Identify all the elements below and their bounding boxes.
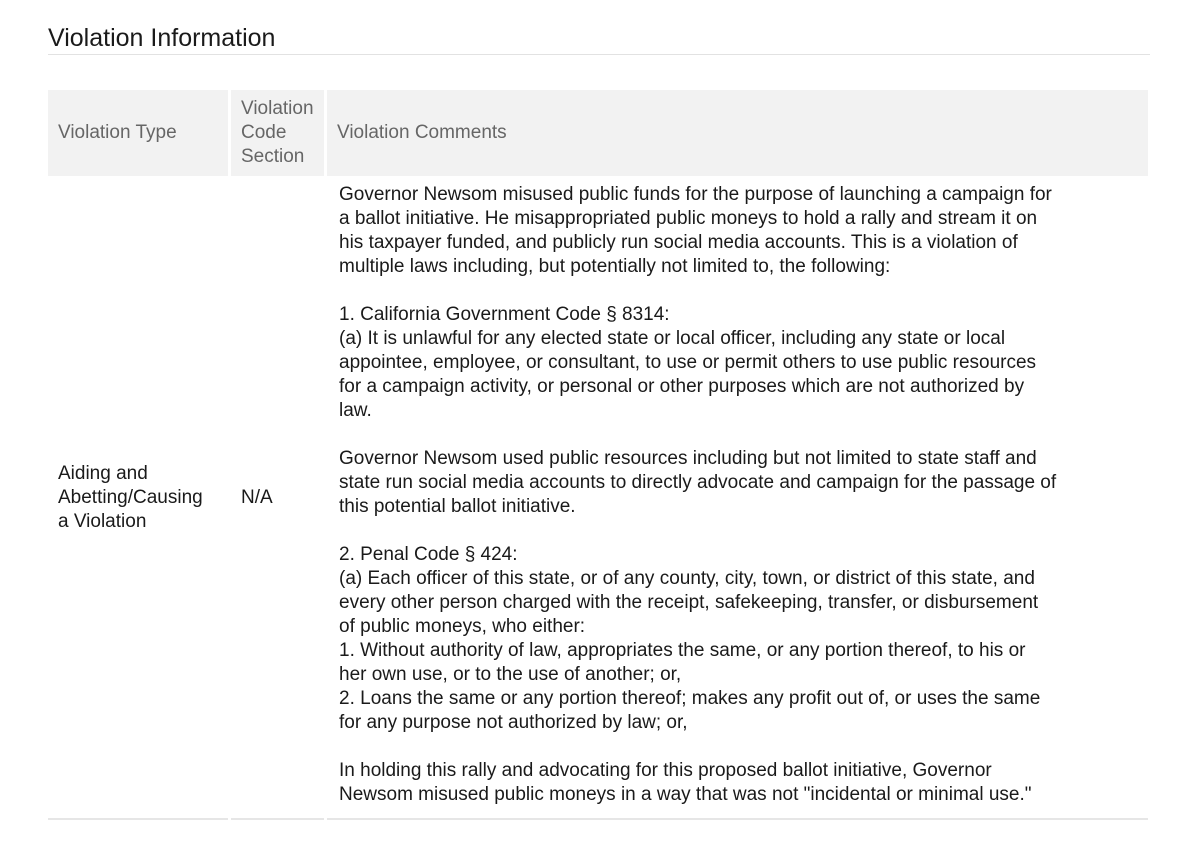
comment-line: this potential ballot initiative. — [339, 496, 576, 517]
bottom-rule-code — [231, 818, 324, 820]
bottom-rule-type — [48, 818, 228, 820]
comment-line: Governor Newsom misused public funds for the purpose of launching a campaign for — [339, 184, 1052, 205]
comment-line: her own use, or to the use of another; or, — [339, 664, 682, 685]
comment-line: every other person charged with the receipt, safekeeping, transfer, or disbursement — [339, 592, 1039, 613]
comment-line: law. — [339, 400, 372, 421]
comment-line: his taxpayer funded, and publicly run social media accounts. This is a violation of — [339, 232, 1018, 253]
bottom-rule-comments — [327, 818, 1148, 820]
section-title: Violation Information — [48, 24, 276, 52]
comment-line: 2. Loans the same or any portion thereof; makes any profit out of, or uses the same — [339, 688, 1041, 709]
comment-paragraph — [339, 183, 1128, 279]
comment-line: for any purpose not authorized by law; or, — [339, 712, 688, 733]
header-violation-type: Violation Type — [48, 90, 228, 176]
comment-paragraph — [339, 543, 1128, 735]
comment-line: (a) It is unlawful for any elected state or local officer, including any state or local — [339, 328, 1006, 349]
comment-paragraph — [339, 447, 1128, 519]
comment-line: 1. Without authority of law, appropriates the same, or any portion thereof, to his or — [339, 640, 1026, 661]
comment-line: for a campaign activity, or personal or other purposes which are not authorized by — [339, 376, 1025, 397]
header-violation-code-section: Violation Code Section — [231, 90, 324, 176]
comment-line: appointee, employee, or consultant, to use or permit others to use public resources — [339, 352, 1037, 373]
comment-line: 1. California Government Code § 8314: — [339, 304, 670, 325]
violation-table — [48, 90, 1148, 820]
comment-line: of public moneys, who either: — [339, 616, 586, 637]
comment-paragraph — [339, 759, 1128, 807]
comment-line: 2. Penal Code § 424: — [339, 544, 518, 565]
comment-line: state run social media accounts to directly advocate and campaign for the passage of — [339, 472, 1057, 493]
comment-line: In holding this rally and advocating for this proposed ballot initiative, Governor — [339, 760, 992, 781]
comment-line: multiple laws including, but potentially not limited to, the following: — [339, 256, 891, 277]
comment-line: (a) Each officer of this state, or of any county, city, town, or district of this state, and — [339, 568, 1035, 589]
header-violation-comments: Violation Comments — [327, 90, 1148, 176]
cell-violation-comments — [327, 178, 1148, 818]
title-divider — [48, 54, 1150, 55]
comment-line: Governor Newsom used public resources including but not limited to state staff and — [339, 448, 1037, 469]
comment-line: Newsom misused public moneys in a way that was not "incidental or minimal use." — [339, 784, 1032, 805]
table-header-row — [48, 90, 1148, 176]
comment-paragraph — [339, 303, 1128, 423]
table-bottom-border — [48, 818, 1148, 820]
table-row — [48, 178, 1148, 818]
comment-line: a ballot initiative. He misappropriated public moneys to hold a rally and stream it on — [339, 208, 1038, 229]
cell-violation-type: Aiding and Abetting/Causing a Violation — [58, 463, 203, 532]
cell-violation-code: N/A — [241, 487, 273, 508]
